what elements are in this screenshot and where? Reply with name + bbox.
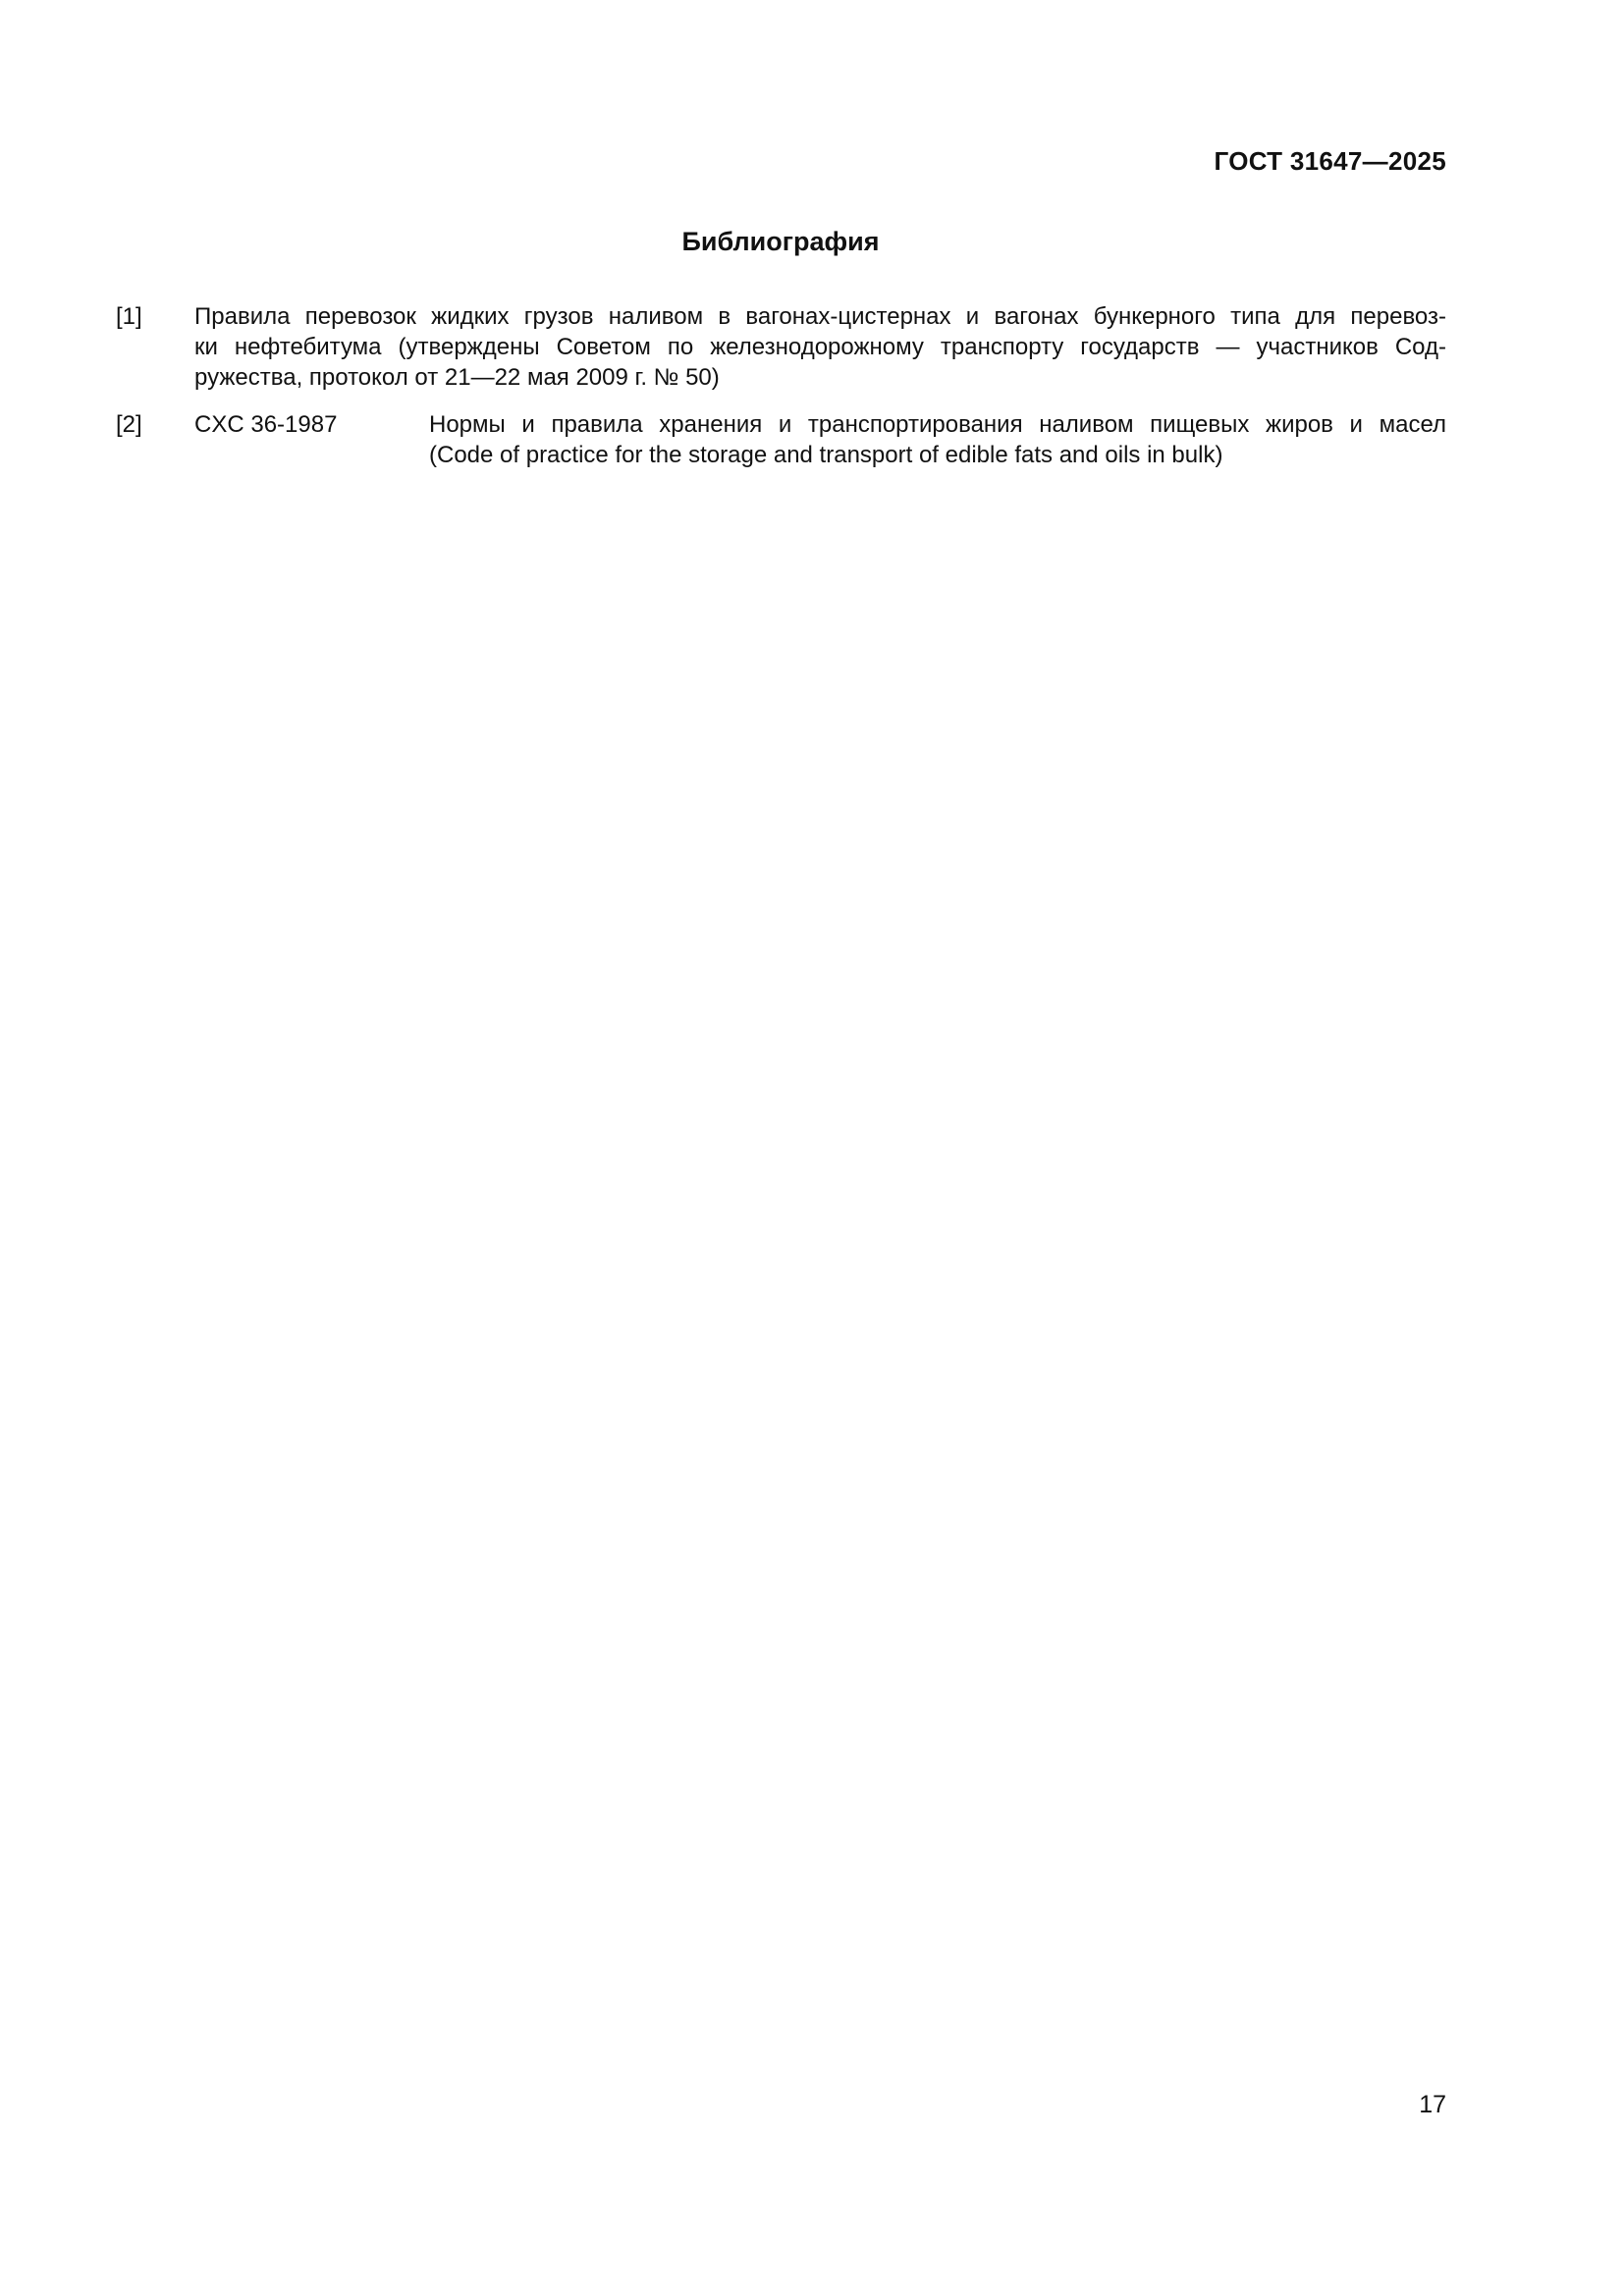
entry-text-line: Нормы и правила хранения и транспортирования наливом пищевых жиров и масел — [429, 411, 1446, 438]
entry-text-line: ружества, протокол от 21—22 мая 2009 г. № 50) — [194, 364, 720, 391]
entry-text — [194, 301, 1446, 393]
entry-text-line: (Code of practice for the storage and transport of edible fats and oils in bulk) — [429, 442, 1223, 468]
bibliography-entry-1 — [116, 301, 1446, 393]
bibliography-title: Библиография — [681, 227, 880, 256]
entry-code: CXC 36-1987 — [194, 411, 338, 438]
bibliography-list — [116, 301, 1446, 470]
entry-text-line: ки нефтебитума (утверждены Советом по железнодорожному транспорту государств — участников Сод- — [194, 334, 1446, 360]
entry-number: [2] — [116, 411, 142, 438]
entry-number: [1] — [116, 303, 142, 330]
entry-text — [429, 409, 1446, 470]
page-number: 17 — [1419, 2091, 1446, 2118]
entry-text-line: Правила перевозок жидких грузов наливом в вагонах-цистернах и вагонах бункерного типа для перевоз- — [194, 303, 1446, 330]
document-code-header: ГОСТ 31647—2025 — [1214, 146, 1446, 176]
bibliography-entry-2 — [116, 409, 1446, 470]
